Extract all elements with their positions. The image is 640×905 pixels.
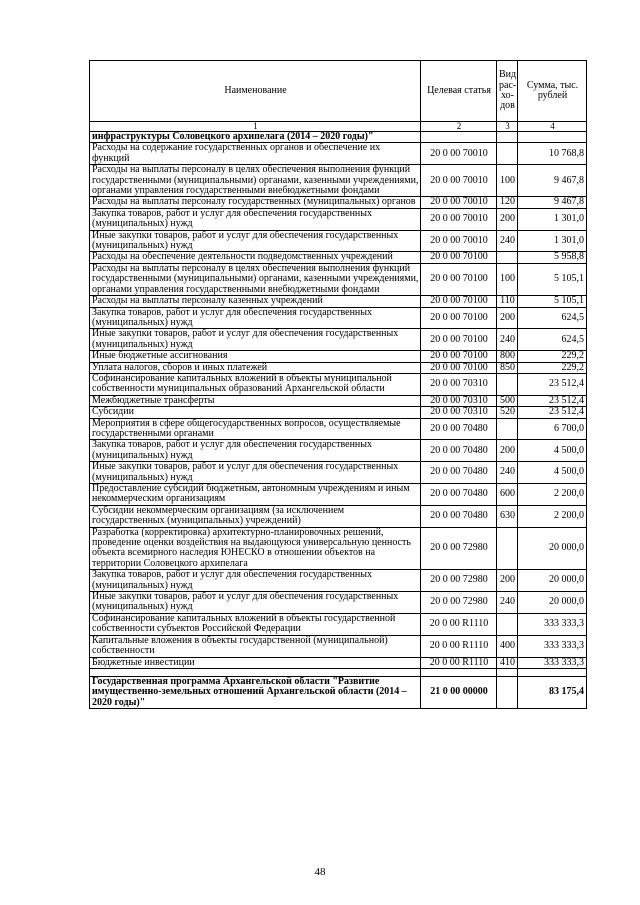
row-name-cell: инфраструктуры Соловецкого архипелага (2014 – 2020 годы)" [90,132,421,143]
row-name-cell: Разработка (корректировка) архитектурно-планировочных решений, проведение оценки воздействия на выдающуюся универсальную ценность объекта всемирного наследия ЮНЕСКО в отношении объектов на территории Соловецкого архипелага [90,527,421,570]
column-number-row [90,122,587,132]
table-row [90,462,587,484]
row-name-cell: Предоставление субсидий бюджетным, автономным учреждениям и иным некоммерческим организациям [90,484,421,506]
row-code-cell: 20 0 00 70100 [421,252,497,263]
row-type-cell: 200 [497,208,518,230]
row-code-cell: 20 0 00 R1110 [421,635,497,657]
row-type-cell: 500 [497,395,518,406]
table-row [90,143,587,165]
row-sum-cell: 9 467,8 [518,197,587,208]
page-number: 48 [314,866,326,878]
column-number: 3 [497,122,518,132]
table-row [90,307,587,329]
row-code-cell: 20 0 00 R1110 [421,657,497,668]
table-row [90,592,587,614]
table-row [90,230,587,252]
row-type-cell: 110 [497,296,518,307]
row-code-cell: 20 0 00 70480 [421,484,497,506]
row-name-cell: Софинансирование капитальных вложений в объекты государственной собственности субъектов Российской Федерации [90,613,421,635]
row-code-cell: 20 0 00 R1110 [421,613,497,635]
row-sum-cell: 6 700,0 [518,418,587,440]
row-name-cell: Закупка товаров, работ и услуг для обеспечения государственных (муниципальных) нужд [90,440,421,462]
row-name-cell: Иные закупки товаров, работ и услуг для обеспечения государственных (муниципальных) нужд [90,230,421,252]
table-row [90,676,587,708]
row-sum-cell: 23 512,4 [518,407,587,418]
row-type-cell: 240 [497,462,518,484]
table-row [90,165,587,197]
row-sum-cell: 10 768,8 [518,143,587,165]
budget-table [89,60,587,709]
header-name: Наименование [90,61,421,122]
row-name-cell: Расходы на выплаты персоналу в целях обеспечения выполнения функций государственными (муниципальными) органами, казенными учреждениями, органами управления государственными внебюджетными фондами [90,263,421,295]
row-name-cell: Расходы на содержание государственных органов и обеспечение их функций [90,143,421,165]
table-row [90,351,587,362]
row-type-cell: 100 [497,263,518,295]
row-name-cell: Закупка товаров, работ и услуг для обеспечения государственных (муниципальных) нужд [90,570,421,592]
table-row [90,613,587,635]
row-sum-cell [518,132,587,143]
column-number: 1 [90,122,421,132]
row-type-cell [497,132,518,143]
row-sum-cell: 23 512,4 [518,373,587,395]
row-sum-cell: 20 000,0 [518,592,587,614]
row-name-cell: Уплата налогов, сборов и иных платежей [90,362,421,373]
row-sum-cell: 20 000,0 [518,570,587,592]
row-sum-cell [518,668,587,676]
table-row [90,208,587,230]
row-code-cell: 20 0 00 70480 [421,440,497,462]
row-code-cell [421,668,497,676]
header-target: Целевая статья [421,61,497,122]
table-row [90,635,587,657]
row-sum-cell: 5 958,8 [518,252,587,263]
row-type-cell: 800 [497,351,518,362]
row-name-cell: Расходы на выплаты персоналу в целях обеспечения выполнения функций государственными (муниципальными) органами, казенными учреждениями, органами управления государственными внебюджетными фондами [90,165,421,197]
row-code-cell: 20 0 00 70010 [421,208,497,230]
row-code-cell: 20 0 00 72980 [421,527,497,570]
header-row [90,61,587,122]
row-type-cell: 100 [497,165,518,197]
table-row [90,263,587,295]
header-sum: Сумма, тыс. рублей [518,61,587,122]
row-sum-cell: 9 467,8 [518,165,587,197]
row-name-cell: Расходы на выплаты персоналу казенных учреждений [90,296,421,307]
header-type: Вид рас-хо-дов [497,61,518,122]
row-sum-cell: 333 333,3 [518,657,587,668]
row-code-cell: 20 0 00 70010 [421,143,497,165]
table-row [90,484,587,506]
row-code-cell: 20 0 00 72980 [421,570,497,592]
table-row [90,527,587,570]
row-sum-cell: 1 301,0 [518,230,587,252]
row-name-cell: Бюджетные инвестиции [90,657,421,668]
table-body [90,132,587,709]
row-name-cell: Закупка товаров, работ и услуг для обеспечения государственных (муниципальных) нужд [90,208,421,230]
row-type-cell: 200 [497,307,518,329]
table-row [90,657,587,668]
row-code-cell: 20 0 00 70100 [421,296,497,307]
row-type-cell: 240 [497,592,518,614]
row-name-cell: Мероприятия в сфере общегосударственных вопросов, осуществляемые государственными органами [90,418,421,440]
row-name-cell: Иные бюджетные ассигнования [90,351,421,362]
row-sum-cell: 624,5 [518,307,587,329]
table-row [90,407,587,418]
row-code-cell: 20 0 00 70010 [421,230,497,252]
row-type-cell [497,676,518,708]
row-type-cell [497,373,518,395]
column-number: 2 [421,122,497,132]
row-type-cell [497,613,518,635]
row-name-cell: Расходы на обеспечение деятельности подведомственных учреждений [90,252,421,263]
row-code-cell: 20 0 00 70100 [421,307,497,329]
row-name-cell: Субсидии [90,407,421,418]
row-code-cell: 20 0 00 70310 [421,407,497,418]
table-row [90,197,587,208]
row-sum-cell: 4 500,0 [518,440,587,462]
row-name-cell: Иные закупки товаров, работ и услуг для обеспечения государственных (муниципальных) нужд [90,592,421,614]
row-type-cell [497,527,518,570]
table-row [90,373,587,395]
row-code-cell: 20 0 00 70100 [421,362,497,373]
table-row [90,296,587,307]
table-row [90,505,587,527]
row-code-cell: 20 0 00 70010 [421,197,497,208]
row-code-cell: 20 0 00 72980 [421,592,497,614]
row-name-cell: Софинансирование капитальных вложений в объекты муниципальной собственности муниципальных образований Архангельской области [90,373,421,395]
row-type-cell: 240 [497,230,518,252]
table-row [90,252,587,263]
row-code-cell [421,132,497,143]
row-type-cell [497,668,518,676]
row-code-cell: 20 0 00 70100 [421,351,497,362]
column-number: 4 [518,122,587,132]
row-type-cell: 850 [497,362,518,373]
table-row [90,395,587,406]
row-type-cell [497,418,518,440]
row-sum-cell: 20 000,0 [518,527,587,570]
row-code-cell: 21 0 00 00000 [421,676,497,708]
row-name-cell: Иные закупки товаров, работ и услуг для обеспечения государственных (муниципальных) нужд [90,462,421,484]
table-row [90,440,587,462]
row-type-cell [497,143,518,165]
row-type-cell: 520 [497,407,518,418]
row-sum-cell: 23 512,4 [518,395,587,406]
row-name-cell: Государственная программа Архангельской области "Развитие имущественно-земельных отношений Архангельской области (2014 – 2020 годы)" [90,676,421,708]
row-sum-cell: 1 301,0 [518,208,587,230]
row-type-cell: 240 [497,329,518,351]
row-sum-cell: 5 105,1 [518,296,587,307]
row-name-cell: Расходы на выплаты персоналу государственных (муниципальных) органов [90,197,421,208]
table-row [90,570,587,592]
row-type-cell: 200 [497,570,518,592]
row-code-cell: 20 0 00 70100 [421,263,497,295]
row-sum-cell: 333 333,3 [518,635,587,657]
row-type-cell [497,252,518,263]
row-code-cell: 20 0 00 70100 [421,329,497,351]
row-type-cell: 630 [497,505,518,527]
row-name-cell: Закупка товаров, работ и услуг для обеспечения государственных (муниципальных) нужд [90,307,421,329]
table-row [90,418,587,440]
row-code-cell: 20 0 00 70310 [421,373,497,395]
row-type-cell: 600 [497,484,518,506]
row-code-cell: 20 0 00 70310 [421,395,497,406]
row-code-cell: 20 0 00 70480 [421,462,497,484]
row-code-cell: 20 0 00 70010 [421,165,497,197]
row-name-cell: Межбюджетные трансферты [90,395,421,406]
row-sum-cell: 229,2 [518,362,587,373]
row-sum-cell: 2 200,0 [518,484,587,506]
row-sum-cell: 624,5 [518,329,587,351]
row-type-cell: 120 [497,197,518,208]
row-type-cell: 400 [497,635,518,657]
row-code-cell: 20 0 00 70480 [421,505,497,527]
row-name-cell: Капитальные вложения в объекты государственной (муниципальной) собственности [90,635,421,657]
row-sum-cell: 229,2 [518,351,587,362]
row-sum-cell: 4 500,0 [518,462,587,484]
table-row [90,362,587,373]
row-name-cell: Иные закупки товаров, работ и услуг для обеспечения государственных (муниципальных) нужд [90,329,421,351]
table-row [90,132,587,143]
row-name-cell: Субсидии некоммерческим организациям (за исключением государственных (муниципальных) учреждений) [90,505,421,527]
row-type-cell: 200 [497,440,518,462]
row-sum-cell: 2 200,0 [518,505,587,527]
row-code-cell: 20 0 00 70480 [421,418,497,440]
row-sum-cell: 83 175,4 [518,676,587,708]
row-sum-cell: 5 105,1 [518,263,587,295]
row-type-cell: 410 [497,657,518,668]
table-row [90,329,587,351]
row-sum-cell: 333 333,3 [518,613,587,635]
